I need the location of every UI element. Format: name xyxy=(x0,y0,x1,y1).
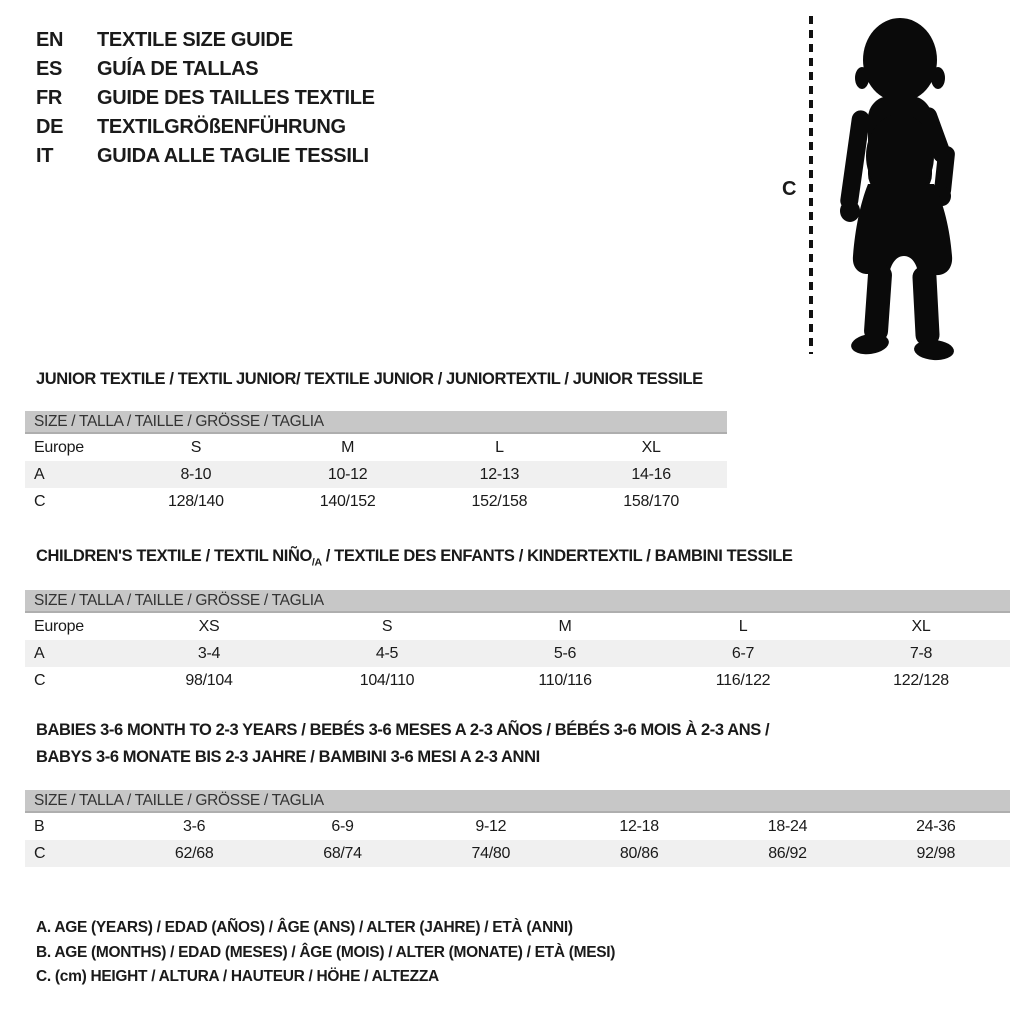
table-cell: M xyxy=(558,617,572,635)
table-cell: 12-13 xyxy=(479,465,520,483)
title-line: BABYS 3-6 MONATE BIS 2-3 JAHRE / BAMBINI 3-6 MESI A 2-3 ANNI xyxy=(36,748,540,766)
row-label: A xyxy=(34,644,45,662)
table-cell: 10-12 xyxy=(327,465,368,483)
table-cell: 8-10 xyxy=(180,465,212,483)
language-row-it xyxy=(36,142,375,171)
measure-legend xyxy=(36,916,615,990)
row-label: A xyxy=(34,465,45,483)
table-row xyxy=(25,461,727,488)
language-row-fr xyxy=(36,84,375,113)
toddler-silhouette-icon xyxy=(770,6,1000,362)
section-title-babies xyxy=(36,717,769,771)
table-cell: 5-6 xyxy=(553,644,577,662)
table-header-bar: SIZE / TALLA / TAILLE / GRÖSSE / TAGLIA xyxy=(25,411,727,434)
table-cell: 86/92 xyxy=(768,844,807,862)
table-cell: 92/98 xyxy=(916,844,956,862)
language-code: IT xyxy=(36,145,54,167)
table-row xyxy=(25,613,1010,640)
legend-line-c: C. (cm) HEIGHT / ALTURA / HAUTEUR / HÖHE / ALTEZZA xyxy=(36,968,439,985)
language-code: ES xyxy=(36,58,63,80)
table-cell: 158/170 xyxy=(623,492,679,510)
section-title-junior: JUNIOR TEXTILE / TEXTIL JUNIOR/ TEXTILE JUNIOR / JUNIORTEXTIL / JUNIOR TESSILE xyxy=(36,370,703,388)
language-code: DE xyxy=(36,116,64,138)
table-cell: XS xyxy=(198,617,220,635)
table-cell: 12-18 xyxy=(619,817,659,835)
table-row xyxy=(25,840,1010,867)
table-cell: S xyxy=(190,438,202,456)
table-cell: 3-6 xyxy=(183,817,206,835)
table-cell: 18-24 xyxy=(767,817,808,835)
language-row-en xyxy=(36,26,375,55)
table-cell: 116/122 xyxy=(715,671,771,689)
table-row xyxy=(25,813,1010,840)
table-cell: 122/128 xyxy=(893,671,949,689)
language-row-de xyxy=(36,113,375,142)
table-cell: 7-8 xyxy=(909,644,933,662)
table-cell: 110/116 xyxy=(538,671,592,689)
title-text: / TEXTILE DES ENFANTS / KINDERTEXTIL / BAMBINI TESSILE xyxy=(321,547,793,565)
table-cell: 68/74 xyxy=(323,844,362,862)
legend-line-b: B. AGE (MONTHS) / EDAD (MESES) / ÂGE (MOIS) / ALTER (MONATE) / ETÀ (MESI) xyxy=(36,943,616,961)
table-header-bar: SIZE / TALLA / TAILLE / GRÖSSE / TAGLIA xyxy=(25,590,1010,613)
language-code: FR xyxy=(36,87,63,109)
language-title: TEXTILGRÖßENFÜHRUNG xyxy=(97,116,346,138)
table-cell: M xyxy=(341,438,355,456)
row-label: Europe xyxy=(34,617,84,635)
row-label: Europe xyxy=(34,438,84,456)
table-cell: 4-5 xyxy=(375,644,399,662)
title-text: CHILDREN'S TEXTILE / TEXTIL NIÑO xyxy=(36,547,312,565)
table-row xyxy=(25,434,727,461)
language-code: EN xyxy=(36,29,64,51)
language-title: TEXTILE SIZE GUIDE xyxy=(97,29,293,51)
height-measure-label: C xyxy=(782,178,797,200)
table-cell: 6-9 xyxy=(331,817,354,835)
height-measure-figure xyxy=(770,6,1000,362)
junior-size-table xyxy=(25,411,727,515)
table-cell: 24-36 xyxy=(916,817,956,835)
row-label: B xyxy=(34,817,45,835)
language-list xyxy=(36,26,375,171)
table-cell: 104/110 xyxy=(359,671,415,689)
title-subscript: /A xyxy=(311,556,322,569)
children-size-table xyxy=(25,590,1010,694)
table-row xyxy=(25,667,1010,694)
babies-size-table xyxy=(25,790,1010,867)
table-cell: XL xyxy=(641,438,661,456)
row-label: C xyxy=(34,671,46,689)
table-cell: 6-7 xyxy=(731,644,755,662)
language-title: GUIDE DES TAILLES TEXTILE xyxy=(97,87,375,109)
table-cell: XL xyxy=(911,617,931,635)
legend-line-a: A. AGE (YEARS) / EDAD (AÑOS) / ÂGE (ANS) / ALTER (JAHRE) / ETÀ (ANNI) xyxy=(36,919,573,936)
table-cell: 14-16 xyxy=(631,465,671,483)
title-line: BABIES 3-6 MONTH TO 2-3 YEARS / BEBÉS 3-6 MESES A 2-3 AÑOS / BÉBÉS 3-6 MOIS À 2-3 ANS / xyxy=(36,721,770,739)
table-header-bar: SIZE / TALLA / TAILLE / GRÖSSE / TAGLIA xyxy=(25,790,1010,813)
table-cell: 140/152 xyxy=(319,492,376,510)
table-cell: 152/158 xyxy=(471,492,528,510)
section-title-children xyxy=(36,547,793,568)
row-label: C xyxy=(34,844,46,862)
table-cell: S xyxy=(381,617,393,635)
language-row-es xyxy=(36,55,375,84)
table-cell: 98/104 xyxy=(185,671,233,689)
table-cell: 128/140 xyxy=(168,492,224,510)
table-cell: 80/86 xyxy=(619,844,659,862)
table-cell: 3-4 xyxy=(197,644,221,662)
table-cell: 9-12 xyxy=(475,817,507,835)
table-cell: 62/68 xyxy=(174,844,214,862)
table-cell: 74/80 xyxy=(471,844,511,862)
table-row xyxy=(25,640,1010,667)
table-cell: L xyxy=(738,617,748,635)
language-title: GUÍA DE TALLAS xyxy=(97,58,259,80)
table-cell: L xyxy=(495,438,504,456)
row-label: C xyxy=(34,492,46,510)
table-row xyxy=(25,488,727,515)
language-title: GUIDA ALLE TAGLIE TESSILI xyxy=(97,145,369,167)
